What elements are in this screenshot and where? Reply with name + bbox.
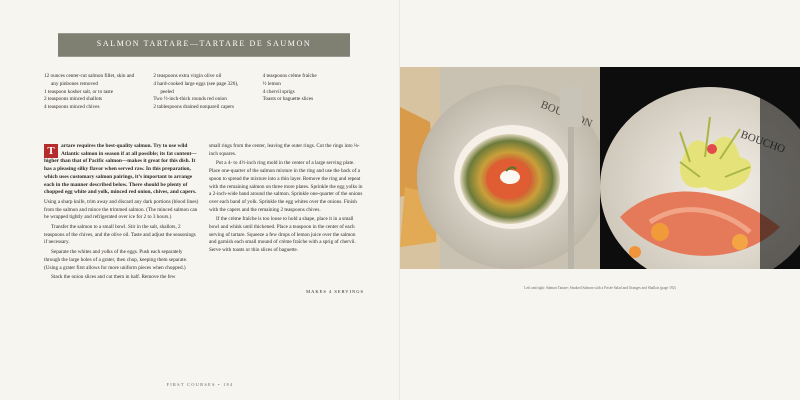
ingredient-line: 1 teaspoon kosher salt, or to taste [44,88,114,95]
ingredient-line: Two ½-inch-thick rounds red onion [153,96,227,103]
method-paragraph: Separate the whites and yolks of the eggs. Push each separately through the large holes of a grater, then chop, keeping them separate. (Using a grater first allows for more uniform pieces when chopped.) [44,249,188,271]
ingredient-line: 12 ounces center-cut salmon fillet, skin and [44,73,135,79]
ingredient-line: 2 teaspoons extra virgin olive oil [153,73,222,79]
smoked-salmon-illustration [600,67,800,269]
intro-text: artare requires the best-quality salmon. Try to use wild Atlantic salmon in season if at all possible; its fat content—higher than that of Pacific salmon—makes it great for this dish. It has a pleasing silky flavor when served raw. In this preparation, which uses customary salmon pairings, it’s important to arrange each in the manner described below. There should be plenty of chopped egg white and yolk, minced red onion, chives, and capers. [44,143,197,196]
method-paragraph: Stack the onion slices and cut them in half. Remove the few [51,274,176,281]
ingredient-line: any pinbones removed [51,80,98,87]
method-paragraph: If the crème fraîche is too loose to hold a shape, place it in a small bowl and whisk until thickened. Place a teaspoon in the center of each serving of tartare. Squeeze a few drops of lemon juice over the salmon and garnish each small mound of crème fraîche with a sprig of chervil. Serve with toasts or thin slices of baguette. [209,216,356,254]
method-paragraph: small rings from the center, leaving the outer rings. Cut the rings into ⅛-inch squares. [209,143,360,157]
ingredient-line: 4 hard-cooked large eggs (see page 326), [153,80,239,87]
photo-salmon-tartare [400,67,600,269]
ingredient-line: 4 teaspoons crème fraîche [262,73,317,79]
creme-fraiche [500,170,520,184]
ingredient-column-1 [44,73,145,112]
ingredient-column-2 [153,73,254,112]
ingredient-line: 4 teaspoons minced chives [44,104,100,111]
ingredient-line: ½ lemon [262,80,281,87]
drop-cap: T [44,144,58,158]
ingredient-line: 2 tablespoons drained nonpareil capers [153,104,234,111]
ingredient-line: peeled [160,88,174,95]
orange-segment [651,223,669,241]
yield-note: MAKES 4 SERVINGS [306,289,364,294]
ingredient-list [44,73,364,112]
ingredient-column-3 [263,73,364,112]
recipe-title-band [58,33,350,57]
method-paragraph: Using a sharp knife, trim away and discard any dark portions (blood lines) from the salmon and mince the trimmed salmon. (The minced salmon can be wrapped tightly and refrigerated over ice for 2 to 3 hours.) [44,198,199,221]
photo-caption: Left and right: Salmon Tartare; Smoked Salmon with a Frisée Salad and Oranges and Shallots (page 192) [524,286,676,290]
ingredient-line: 4 chervil sprigs [262,88,295,95]
page-footer: FIRST COURSES • 184 [166,382,234,387]
orange-segment [732,234,748,250]
intro-paragraph [44,143,199,197]
recipe-title: SALMON TARTARE—TARTARE DE SAUMON [96,39,312,48]
method-column-left [44,143,199,284]
ingredient-line: Toasts or baguette slices [262,96,314,103]
method-paragraph: Transfer the salmon to a small bowl. Stir in the salt, shallots, 2 teaspoons of the chives, and the olive oil. Taste and adjust the seasonings if necessary. [44,224,196,246]
ingredient-line: 2 teaspoons minced shallots [44,96,103,103]
salmon-tartare-illustration [400,67,600,269]
method-column-right [209,143,364,257]
photo-smoked-salmon-salad [600,67,800,269]
method-paragraph: Put a 4- to 4½-inch ring mold in the center of a large serving plate. Place one-quarter of the salmon mixture in the ring and use the back of a spoon to spread the mixture into a thin layer. Remove the ring and repeat with the remaining salmon on three more plates. Sprinkle the egg yolks in a 2-inch-wide band around the salmon. Sprinkle one-quarter of the onions over each band of yolk. Sprinkle the egg whites over the onions. Finish with the capers and the remaining 2 teaspoons chives. [209,160,363,213]
